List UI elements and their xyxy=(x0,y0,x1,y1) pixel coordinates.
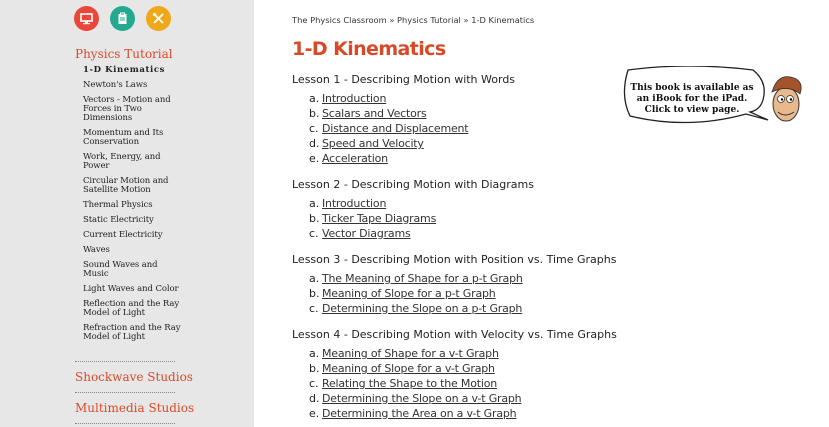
lesson-link[interactable]: The Meaning of Shape for a p-t Graph xyxy=(322,272,523,285)
list-item xyxy=(309,106,515,121)
desktop-icon[interactable] xyxy=(74,6,99,31)
ibook-text[interactable]: This book is available as an iBook for the iPad. Click to view page. xyxy=(630,83,754,115)
lesson-heading: Lesson 2 - Describing Motion with Diagrams xyxy=(292,178,534,191)
page-title: 1-D Kinematics xyxy=(292,38,446,60)
lesson-link[interactable]: Speed and Velocity xyxy=(322,137,424,150)
nav-item-sound-waves[interactable]: Sound Waves and Music xyxy=(83,260,158,279)
nav-item-reflection[interactable]: Reflection and the Ray Model of Light xyxy=(83,299,180,318)
list-letter: d. xyxy=(309,392,320,405)
nav-item-newtons-laws[interactable]: Newton's Laws xyxy=(83,80,148,90)
list-item xyxy=(309,91,515,106)
nav-item-circular-motion[interactable]: Circular Motion and Satellite Motion xyxy=(83,176,169,195)
list-letter: e. xyxy=(309,152,320,165)
top-icon-row xyxy=(74,6,171,31)
lesson-heading: Lesson 4 - Describing Motion with Velocity vs. Time Graphs xyxy=(292,328,617,341)
lesson-2 xyxy=(292,178,534,241)
list-item xyxy=(309,136,515,151)
lesson-link[interactable]: Introduction xyxy=(322,92,387,105)
lesson-link[interactable]: Relating the Shape to the Motion xyxy=(322,377,498,390)
list-letter: a. xyxy=(309,272,320,285)
lesson-link[interactable]: Introduction xyxy=(322,197,387,210)
list-letter: a. xyxy=(309,92,320,105)
lesson-link[interactable]: Determining the Slope on a p-t Graph xyxy=(322,302,523,315)
list-item xyxy=(309,211,534,226)
nav-item-work-energy[interactable]: Work, Energy, and Power xyxy=(83,152,161,171)
lesson-3 xyxy=(292,253,616,316)
list-item xyxy=(309,391,617,406)
list-item xyxy=(309,226,534,241)
divider xyxy=(75,392,175,393)
lesson-link[interactable]: Ticker Tape Diagrams xyxy=(322,212,437,225)
list-letter: b. xyxy=(309,107,320,120)
lesson-link[interactable]: Meaning of Slope for a p-t Graph xyxy=(322,287,496,300)
lesson-link[interactable]: Acceleration xyxy=(322,152,388,165)
tutorial-nav-list xyxy=(83,66,183,348)
sidebar xyxy=(0,0,254,427)
nav-item-static-electricity[interactable]: Static Electricity xyxy=(83,215,154,225)
list-letter: c. xyxy=(309,302,319,315)
divider xyxy=(75,423,175,424)
lesson-heading: Lesson 3 - Describing Motion with Position vs. Time Graphs xyxy=(292,253,617,266)
nav-item-thermal-physics[interactable]: Thermal Physics xyxy=(83,200,153,210)
list-letter: b. xyxy=(309,212,320,225)
lesson-link[interactable]: Determining the Slope on a v-t Graph xyxy=(322,392,522,405)
list-item xyxy=(309,121,515,136)
list-item xyxy=(309,346,617,361)
nav-item-light-waves[interactable]: Light Waves and Color xyxy=(83,284,179,294)
lesson-heading: Lesson 1 - Describing Motion with Words xyxy=(292,73,516,86)
nav-item-1d-kinematics[interactable]: 1-D Kinematics xyxy=(83,65,165,75)
breadcrumb[interactable]: The Physics Classroom » Physics Tutorial » 1-D Kinematics xyxy=(292,15,535,25)
lesson-link[interactable]: Meaning of Slope for a v-t Graph xyxy=(322,362,495,375)
nav-item-waves[interactable]: Waves xyxy=(83,245,110,255)
multimedia-studios-link[interactable]: Multimedia Studios xyxy=(75,401,195,415)
lesson-link[interactable]: Determining the Area on a v-t Graph xyxy=(322,407,517,420)
list-item xyxy=(309,196,534,211)
list-item xyxy=(309,376,617,391)
list-item xyxy=(309,286,616,301)
nav-item-vectors[interactable]: Vectors - Motion and Forces in Two Dimensions xyxy=(83,95,171,123)
list-letter: b. xyxy=(309,362,320,375)
list-letter: a. xyxy=(309,347,320,360)
lesson-link[interactable]: Vector Diagrams xyxy=(322,227,411,240)
list-item xyxy=(309,271,616,286)
nav-item-momentum[interactable]: Momentum and Its Conservation xyxy=(83,128,164,147)
clipboard-icon[interactable] xyxy=(110,6,135,31)
lesson-link[interactable]: Meaning of Shape for a v-t Graph xyxy=(322,347,499,360)
tools-icon[interactable] xyxy=(146,6,171,31)
lesson-1 xyxy=(292,73,515,166)
shockwave-studios-link[interactable]: Shockwave Studios xyxy=(75,370,193,384)
nav-item-refraction[interactable]: Refraction and the Ray Model of Light xyxy=(83,323,181,342)
lesson-link[interactable]: Scalars and Vectors xyxy=(322,107,427,120)
list-letter: c. xyxy=(309,377,319,390)
divider xyxy=(75,361,175,362)
list-letter: e. xyxy=(309,407,320,420)
list-item xyxy=(309,301,616,316)
list-letter: b. xyxy=(309,287,320,300)
list-letter: a. xyxy=(309,197,320,210)
lesson-4 xyxy=(292,328,617,421)
list-item xyxy=(309,151,515,166)
physics-tutorial-heading[interactable]: Physics Tutorial xyxy=(75,47,173,61)
lesson-link[interactable]: Distance and Displacement xyxy=(322,122,469,135)
list-item xyxy=(309,406,617,421)
list-letter: c. xyxy=(309,122,319,135)
list-item xyxy=(309,361,617,376)
list-letter: c. xyxy=(309,227,319,240)
list-letter: d. xyxy=(309,137,320,150)
nav-item-current-electricity[interactable]: Current Electricity xyxy=(83,230,163,240)
